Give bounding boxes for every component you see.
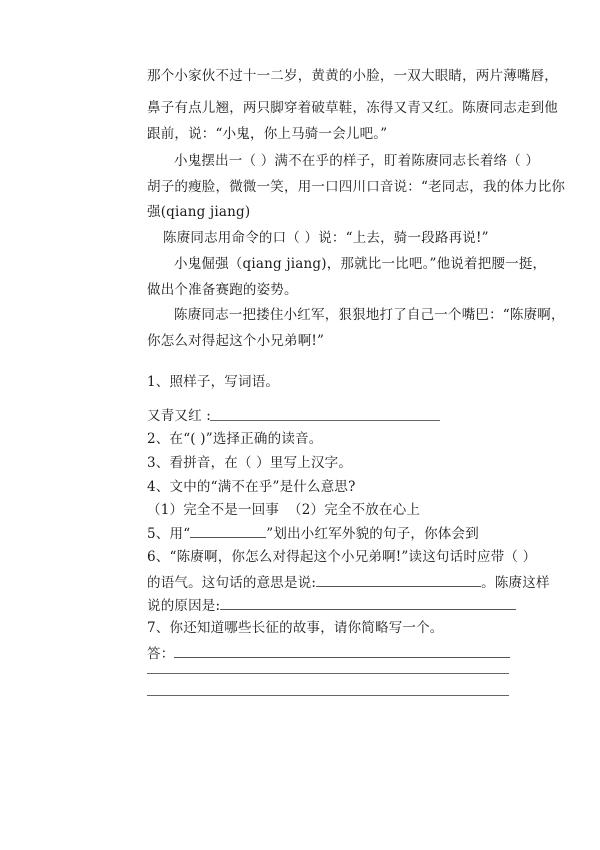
question-6-line2-suffix: 。陈赓这样 xyxy=(481,575,550,591)
question-6-line3 xyxy=(147,596,516,615)
question-5-suffix: ”划出小红军外貌的句子，你体会到 xyxy=(266,526,479,542)
question-7-answer-blank-2[interactable] xyxy=(147,673,509,674)
question-4: 4、文中的“满不在乎”是什么意思? xyxy=(147,479,356,495)
passage-p4-line2: 做出个准备赛跑的姿势。 xyxy=(147,282,298,298)
question-2: 2、在“( )”选择正确的读音。 xyxy=(147,431,323,447)
question-6-meaning-label: 的语气。这句话的意思是说: xyxy=(147,575,317,591)
passage-p2-line2: 胡子的瘦脸，微微一笑，用一口四川口音说：“老同志，我的体力比你 xyxy=(147,179,566,195)
question-5-underline-sample xyxy=(190,524,266,538)
question-6-reason-label: 说的原因是: xyxy=(147,598,221,614)
question-5 xyxy=(147,524,479,543)
passage-p4-line1: 小鬼倔强（qiang jiang)，那就比一比吧。”他说着把腰一挺， xyxy=(174,256,547,272)
passage-p5-line2: 你怎么对得起这个小兄弟啊!” xyxy=(147,333,325,349)
question-1: 1、照样子，写词语。 xyxy=(147,374,280,390)
question-6-line2 xyxy=(147,573,550,592)
question-6-reason-blank[interactable] xyxy=(220,596,516,610)
question-5-prefix: 5、用“ xyxy=(147,526,191,542)
question-3: 3、看拼音，在（ ）里写上汉字。 xyxy=(147,455,353,471)
passage-p1-line1: 那个小家伙不过十一二岁，黄黄的小脸，一双大眼睛，两片薄嘴唇， xyxy=(147,68,558,84)
question-6-meaning-blank[interactable] xyxy=(316,573,481,587)
passage-p5-line1: 陈赓同志一把搂住小红军，狠狠地打了自己一个嘴巴：“陈赓啊， xyxy=(174,307,565,323)
question-7-answer-blank-1[interactable] xyxy=(174,644,510,658)
passage-p1-line2: 鼻子有点儿翘，两只脚穿着破草鞋，冻得又青又红。陈赓同志走到他 xyxy=(147,100,558,116)
question-7-answer-line1 xyxy=(147,644,510,663)
question-4-option-1[interactable]: （1）完全不是一回事 xyxy=(147,502,280,518)
question-1-example: 又青又红 : xyxy=(147,408,212,424)
passage-p1-line3: 跟前，说：“小鬼，你上马骑一会儿吧。” xyxy=(147,126,388,142)
question-1-answer-line[interactable] xyxy=(210,420,440,421)
question-7-answer-blank-3[interactable] xyxy=(147,695,509,696)
passage-p2-line1: 小鬼摆出一（ ）满不在乎的样子，盯着陈赓同志长着络（ ） xyxy=(174,153,540,169)
question-6-line1: 6、“陈赓啊，你怎么对得起这个小兄弟啊!”读这句话时应带（ ） xyxy=(147,549,537,565)
passage-p2-line3: 强(qiang jiang) xyxy=(147,204,251,220)
question-7: 7、你还知道哪些长征的故事，请你简略写一个。 xyxy=(147,620,444,636)
passage-p3: 陈赓同志用命令的口（ ）说：“上去，骑一段路再说!” xyxy=(163,230,489,246)
answer-label: 答： xyxy=(147,646,175,662)
question-4-option-2[interactable]: （2）完全不放在心上 xyxy=(288,502,421,518)
